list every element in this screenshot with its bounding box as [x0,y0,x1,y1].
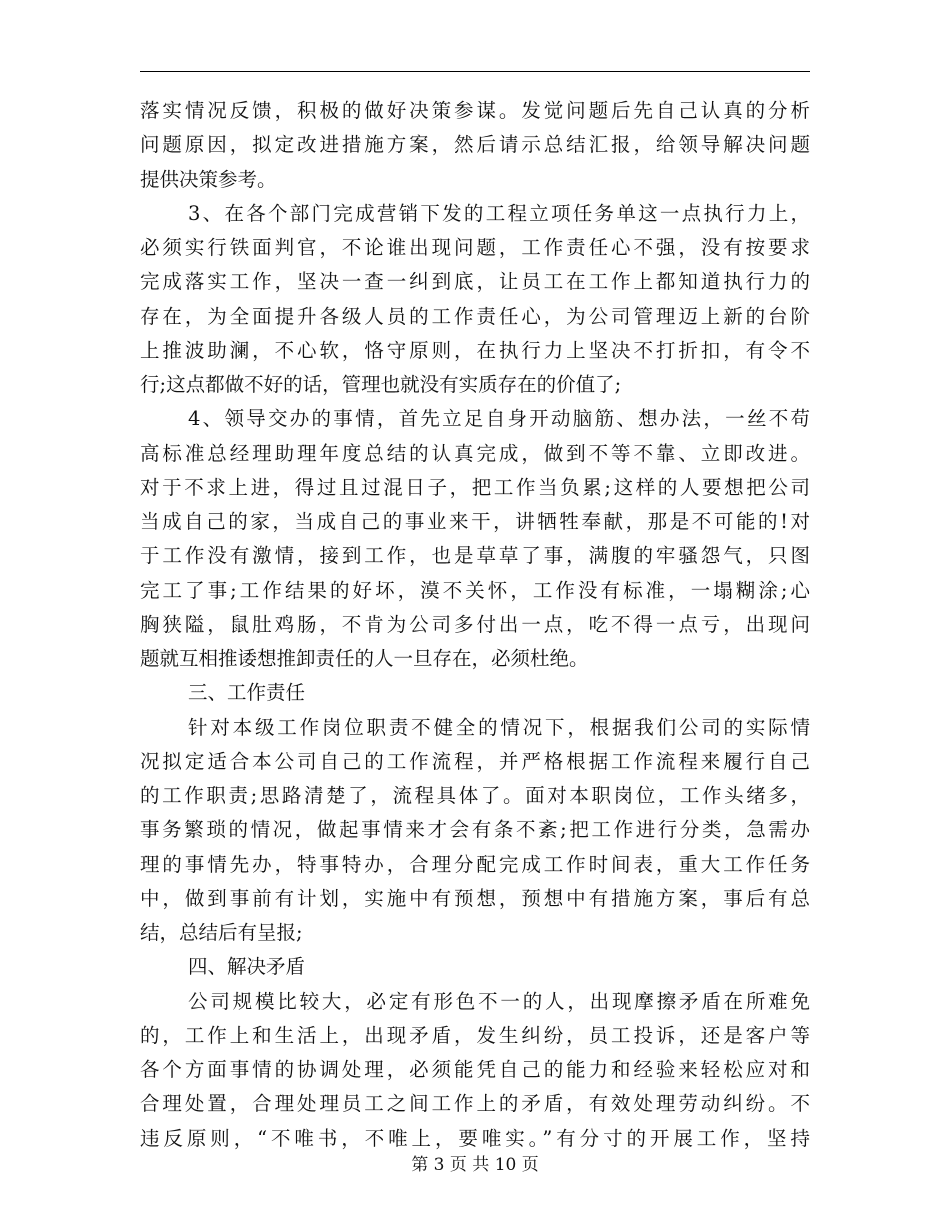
text-line: 当成自己的家，当成自己的事业来干，讲牺牲奉献，那是不可能的!对 [140,510,810,533]
paragraph-start: 3、在各个部门完成营销下发的工程立项任务单这一点执行力上， [188,201,810,225]
paragraph-start: 针对本级工作岗位职责不健全的情况下，根据我们公司的实际情 [188,715,810,739]
text-line: 各个方面事情的协调处理，必须能凭自己的能力和经验来轻松应对和 [140,1058,810,1081]
text-line: 结，总结后有呈报; [140,921,303,944]
text-line: 题就互相推诿想推卸责任的人一旦存在，必须杜绝。 [140,647,589,670]
text-line: 理的事情先办，特事特办，合理分配完成工作时间表，重大工作任务 [140,852,810,876]
text-line: 事务繁琐的情况，做起事情来才会有条不紊;把工作进行分类，急需办 [140,818,810,842]
header-rule [140,71,810,72]
text-line: 合理处置，合理处理员工之间工作上的矛盾，有效处理劳动纠纷。不 [140,1092,810,1116]
text-line: 完成落实工作，坚决一查一纠到底，让员工在工作上都知道执行力的 [140,270,810,294]
page-footer: 第 3 页 共 10 页 [411,1155,539,1175]
text-line: 高标准总经理助理年度总结的认真完成，做到不等不靠、立即改进。 [140,441,810,465]
text-line: 违反原则，“不唯书，不唯上，要唯实。”有分寸的开展工作，坚持 [140,1126,810,1150]
text-line: 行;这点都做不好的话，管理也就没有实质存在的价值了; [140,373,622,396]
paragraph-start: 4、领导交办的事情，首先立足自身开动脑筋、想办法，一丝不苟 [188,407,810,431]
text-line: 上推波助澜，不心软，恪守原则，在执行力上坚决不打折扣，有令不 [140,338,810,362]
text-line: 提供决策参考。 [140,167,277,191]
text-line: 存在，为全面提升各级人员的工作责任心，为公司管理迈上新的台阶 [140,304,810,328]
text-line: 必须实行铁面判官，不论谁出现问题，工作责任心不强，没有按要求 [140,236,810,259]
document-body [140,94,810,1156]
text-line: 的工作职责;思路清楚了，流程具体了。面对本职岗位，工作头绪多， [140,784,810,807]
text-line: 胸狭隘，鼠肚鸡肠，不肯为公司多付出一点，吃不得一点亏，出现问 [140,612,810,636]
text-line: 问题原因，拟定改进措施方案，然后请示总结汇报，给领导解决问题 [140,133,810,157]
text-line: 落实情况反馈，积极的做好决策参谋。发觉问题后先自己认真的分析 [140,99,810,122]
text-line: 对于不求上进，得过且过混日子，把工作当负累;这样的人要想把公司 [140,475,810,499]
text-line: 况拟定适合本公司自己的工作流程，并严格根据工作流程来履行自己 [140,749,810,773]
section-heading: 四、解决矛盾 [188,955,306,979]
paragraph-start: 公司规模比较大，必定有形色不一的人，出现摩擦矛盾在所难免 [188,989,810,1013]
text-line: 的，工作上和生活上，出现矛盾，发生纠纷，员工投诉，还是客户等 [140,1023,810,1047]
text-line: 中，做到事前有计划，实施中有预想，预想中有措施方案，事后有总 [140,886,810,910]
section-heading: 三、工作责任 [188,681,306,705]
text-line: 于工作没有激情，接到工作，也是草草了事，满腹的牢骚怨气，只图 [140,544,810,568]
text-line: 完工了事;工作结果的好坏，漠不关怀，工作没有标准，一塌糊涂;心 [140,578,810,602]
